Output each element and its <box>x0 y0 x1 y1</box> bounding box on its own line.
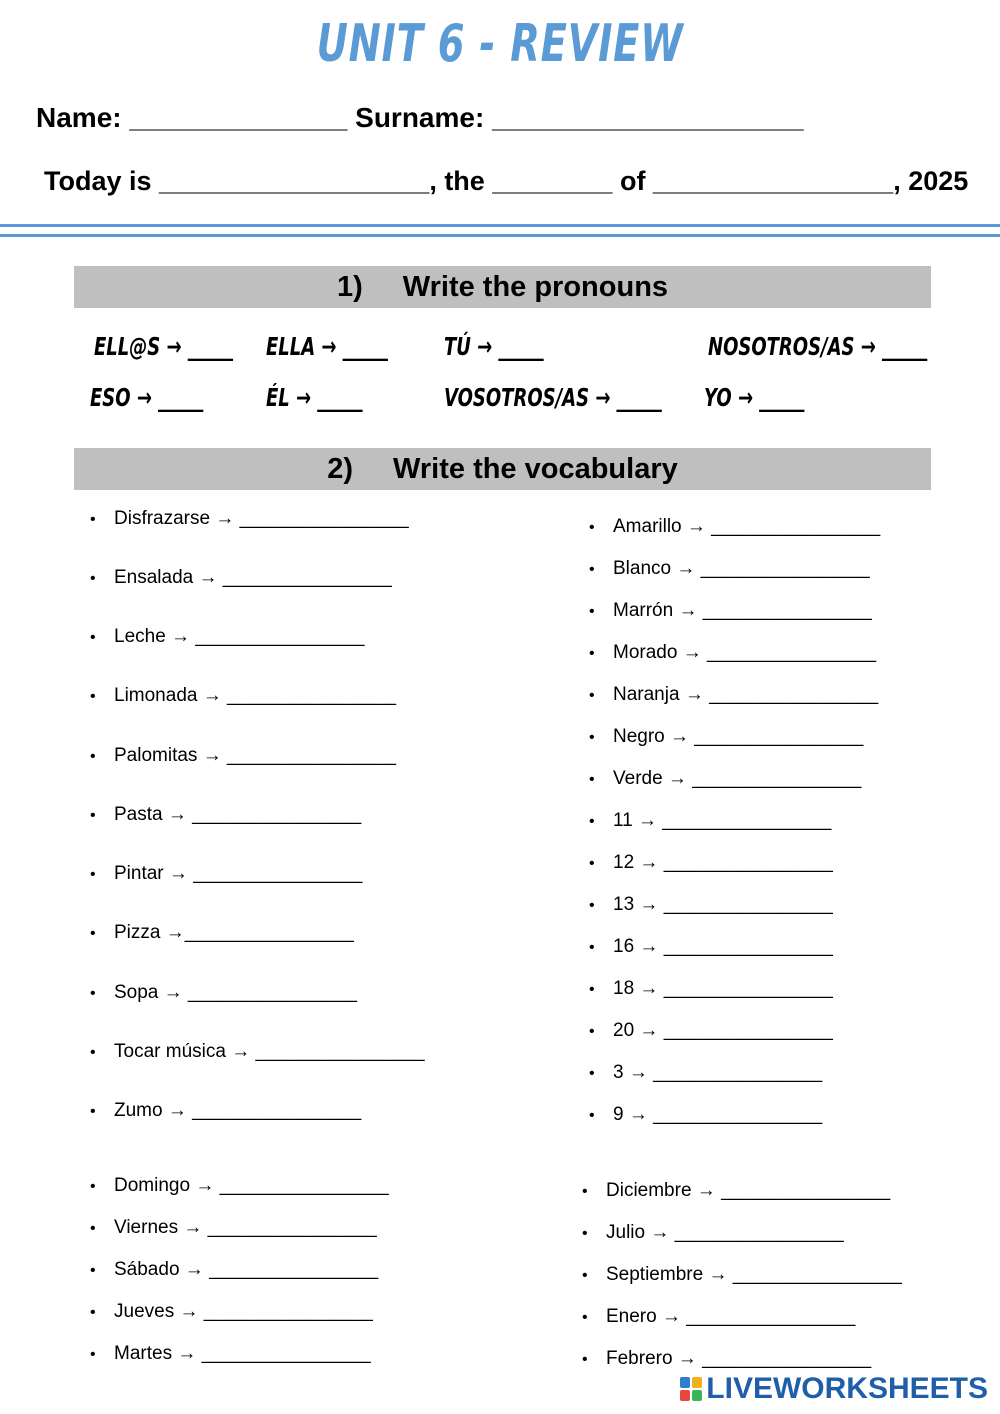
list-item <box>90 1259 378 1281</box>
vocab-item: 20 → ________________ <box>613 1020 833 1041</box>
list-item <box>589 810 831 832</box>
page-title: UNIT 6 - REVIEW <box>316 14 684 74</box>
section-1-number: 1) <box>336 271 363 303</box>
bullet: • <box>90 1220 96 1237</box>
list-item <box>90 1175 389 1197</box>
liveworksheets-watermark[interactable] <box>680 1372 988 1406</box>
list-item <box>90 626 364 648</box>
list-item <box>589 768 861 790</box>
bullet: • <box>90 688 96 705</box>
vocab-item: Domingo → ________________ <box>114 1175 389 1196</box>
bullet: • <box>90 748 96 765</box>
vocab-item: Martes → ________________ <box>114 1343 371 1364</box>
bullet: • <box>589 645 595 662</box>
name-surname-line: Name: ______________ Surname: ____________________ <box>36 102 804 133</box>
vocab-item: 3 → ________________ <box>613 1062 823 1083</box>
section-2-number: 2) <box>327 453 354 485</box>
bullet: • <box>589 771 595 788</box>
bullet: • <box>90 511 96 528</box>
pronoun-item: ESO → _____ <box>90 383 204 412</box>
list-item <box>90 863 362 885</box>
pronoun-item: YO → _____ <box>704 383 805 412</box>
vocab-item: Disfrazarse → ________________ <box>114 508 409 529</box>
list-item <box>90 1100 361 1122</box>
bullet: • <box>90 807 96 824</box>
list-item <box>589 978 833 1000</box>
vocab-item: Ensalada → ________________ <box>114 567 392 588</box>
header-rule-top <box>0 224 1000 227</box>
brand-text: LIVEWORKSHEETS <box>706 1372 988 1405</box>
list-item <box>90 922 354 944</box>
vocab-item: Sopa → ________________ <box>114 982 358 1003</box>
date-line: Today is __________________, the ________ of ________________, 2025 <box>44 166 969 196</box>
vocab-item: 18 → ________________ <box>613 978 833 999</box>
vocab-item: Sábado → ________________ <box>114 1259 379 1280</box>
list-item <box>90 1041 425 1063</box>
vocab-item: Naranja → ________________ <box>613 684 879 705</box>
vocab-item: Leche → ________________ <box>114 626 365 647</box>
list-item <box>589 600 872 622</box>
bullet: • <box>582 1225 588 1242</box>
vocab-item: 11 → ________________ <box>613 810 832 831</box>
pronoun-item: ELLA → _____ <box>266 332 388 361</box>
bullet: • <box>589 897 595 914</box>
list-item <box>589 936 833 958</box>
list-item <box>582 1180 890 1202</box>
liveworksheets-logo-icon <box>680 1377 702 1401</box>
bullet: • <box>582 1309 588 1326</box>
vocab-item: Diciembre → ________________ <box>606 1180 891 1201</box>
vocab-item: Limonada → ________________ <box>114 685 397 706</box>
header-rule-bottom <box>0 234 1000 237</box>
list-item <box>589 1104 822 1126</box>
list-item <box>589 558 870 580</box>
bullet: • <box>589 855 595 872</box>
list-item <box>582 1264 902 1286</box>
bullet: • <box>90 1262 96 1279</box>
bullet: • <box>589 981 595 998</box>
list-item <box>90 1301 373 1323</box>
section-1-header <box>74 266 931 308</box>
bullet: • <box>589 519 595 536</box>
bullet: • <box>90 866 96 883</box>
list-item <box>589 726 863 748</box>
vocab-item: 16 → ________________ <box>613 936 833 957</box>
section-2-header <box>74 448 931 490</box>
list-item <box>90 685 396 707</box>
list-item <box>90 982 357 1004</box>
vocab-item: Pizza →________________ <box>114 922 354 943</box>
vocab-item: Verde → ________________ <box>613 768 862 789</box>
bullet: • <box>90 1044 96 1061</box>
vocab-item: Blanco → ________________ <box>613 558 870 579</box>
vocab-item: Viernes → ________________ <box>114 1217 377 1238</box>
list-item <box>589 894 833 916</box>
list-item <box>582 1348 871 1370</box>
bullet: • <box>582 1267 588 1284</box>
vocab-item: Tocar música → ________________ <box>114 1041 425 1062</box>
bullet: • <box>589 1107 595 1124</box>
vocab-item: Negro → ________________ <box>613 726 864 747</box>
bullet: • <box>582 1183 588 1200</box>
bullet: • <box>589 687 595 704</box>
vocab-item: 12 → ________________ <box>613 852 833 873</box>
vocab-item: Septiembre → ________________ <box>606 1264 902 1285</box>
bullet: • <box>90 1346 96 1363</box>
bullet: • <box>589 1023 595 1040</box>
vocab-item: Enero → ________________ <box>606 1306 856 1327</box>
bullet: • <box>589 1065 595 1082</box>
bullet: • <box>90 570 96 587</box>
vocab-item: Morado → ________________ <box>613 642 877 663</box>
bullet: • <box>90 1103 96 1120</box>
vocab-item: Marrón → ________________ <box>613 600 872 621</box>
list-item <box>90 508 409 530</box>
bullet: • <box>90 925 96 942</box>
list-item <box>90 745 396 767</box>
list-item <box>589 1062 822 1084</box>
list-item <box>589 1020 833 1042</box>
bullet: • <box>90 985 96 1002</box>
pronoun-item: VOSOTROS/AS → _____ <box>444 383 662 412</box>
vocab-item: Jueves → ________________ <box>114 1301 373 1322</box>
bullet: • <box>589 603 595 620</box>
list-item <box>90 1343 371 1365</box>
bullet: • <box>589 561 595 578</box>
list-item <box>589 642 876 664</box>
vocab-item: 13 → ________________ <box>613 894 833 915</box>
list-item <box>582 1306 855 1328</box>
list-item <box>589 684 878 706</box>
vocab-item: 9 → ________________ <box>613 1104 823 1125</box>
bullet: • <box>90 1304 96 1321</box>
vocab-item: Amarillo → ________________ <box>613 516 881 537</box>
list-item <box>589 516 880 538</box>
list-item <box>582 1222 844 1244</box>
pronoun-item: ÉL → _____ <box>266 383 363 412</box>
bullet: • <box>589 729 595 746</box>
vocab-item: Pasta → ________________ <box>114 804 362 825</box>
pronoun-item: TÚ → _____ <box>444 332 544 361</box>
list-item <box>90 804 361 826</box>
bullet: • <box>589 939 595 956</box>
pronoun-item: ELL@S → _____ <box>94 332 233 361</box>
bullet: • <box>90 1178 96 1195</box>
bullet: • <box>589 813 595 830</box>
vocab-item: Palomitas → ________________ <box>114 745 397 766</box>
pronoun-item: NOSOTROS/AS → _____ <box>708 332 928 361</box>
vocab-item: Febrero → ________________ <box>606 1348 872 1369</box>
bullet: • <box>90 629 96 646</box>
section-2-title: Write the vocabulary <box>393 453 678 485</box>
vocab-item: Zumo → ________________ <box>114 1100 362 1121</box>
section-1-title: Write the pronouns <box>402 271 669 303</box>
list-item <box>90 567 392 589</box>
bullet: • <box>582 1351 588 1368</box>
list-item <box>589 852 833 874</box>
vocab-item: Pintar → ________________ <box>114 863 363 884</box>
list-item <box>90 1217 377 1239</box>
vocab-item: Julio → ________________ <box>606 1222 844 1243</box>
